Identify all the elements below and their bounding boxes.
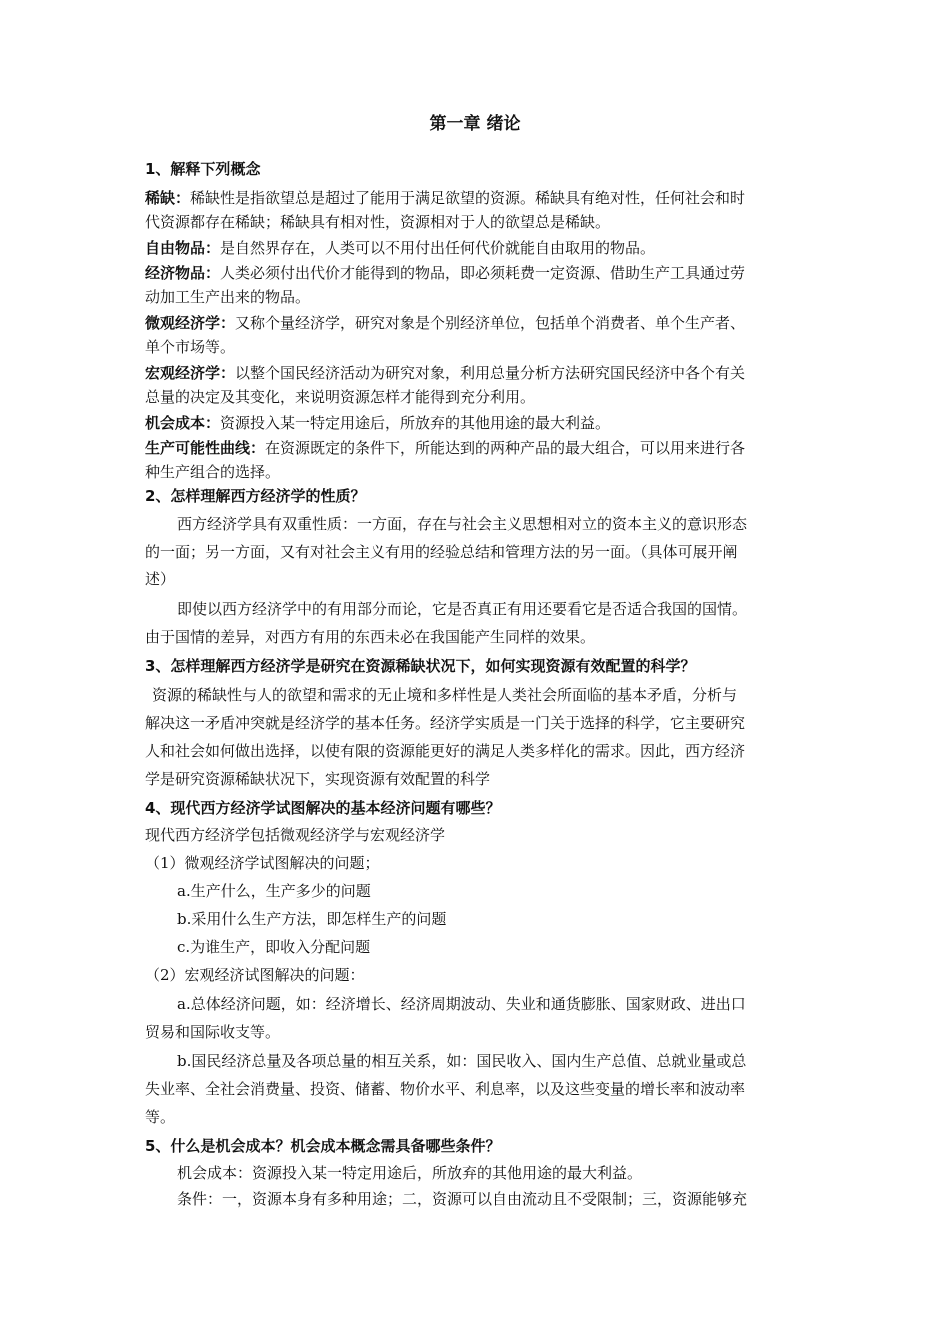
definition-term: 生产可能性曲线：: [145, 439, 266, 457]
list-item: a.生产什么，生产多少的问题: [177, 882, 371, 900]
paragraph-line: （1）微观经济学试图解决的问题；: [145, 854, 380, 872]
definition-opportunity-cost: [145, 412, 825, 434]
definition-scarcity: [145, 187, 825, 209]
section-heading-3: 3、怎样理解西方经济学是研究在资源稀缺状况下，如何实现资源有效配置的科学？: [145, 657, 696, 675]
paragraph-line: （2）宏观经济试图解决的问题：: [145, 966, 365, 984]
definition-text-cont: 单个市场等。: [145, 338, 236, 356]
definition-text-cont: 种生产组合的选择。: [145, 463, 281, 481]
paragraph-line: 现代西方经济学包括微观经济学与宏观经济学: [145, 826, 446, 844]
section-heading-2: 2、怎样理解西方经济学的性质？: [145, 487, 366, 505]
definition-term: 机会成本：: [145, 414, 221, 432]
definition-text: 又称个量经济学，研究对象是个别经济单位，包括单个消费者、单个生产者、: [235, 314, 746, 332]
paragraph-line: 资源的稀缺性与人的欲望和需求的无止境和多样性是人类社会所面临的基本矛盾，分析与: [152, 686, 738, 704]
definition-term: 自由物品：: [145, 239, 221, 257]
paragraph-line: 失业率、全社会消费量、投资、储蓄、物价水平、利息率，以及这些变量的增长率和波动率: [145, 1080, 746, 1098]
paragraph-line: 人和社会如何做出选择，以使有限的资源能更好的满足人类多样化的需求。因此，西方经济: [145, 742, 746, 760]
definition-term: 经济物品：: [145, 264, 221, 282]
list-item: c.为谁生产，即收入分配问题: [177, 938, 371, 956]
paragraph-line: 等。: [145, 1108, 176, 1126]
list-item: b.国民经济总量及各项总量的相互关系，如：国民收入、国内生产总值、总就业量或总: [177, 1052, 747, 1070]
chapter-title: 第一章 绪论: [429, 114, 521, 134]
definition-term: 宏观经济学：: [145, 364, 236, 382]
definition-text: 以整个国民经济活动为研究对象，利用总量分析方法研究国民经济中各个有关: [235, 364, 746, 382]
paragraph-line: 即使以西方经济学中的有用部分而论，它是否真正有用还要看它是否适合我国的国情。: [177, 600, 748, 618]
list-item: a.总体经济问题，如：经济增长、经济周期波动、失业和通货膨胀、国家财政、进出口: [177, 995, 746, 1013]
definition-economic-goods: [145, 262, 825, 284]
paragraph-line: 西方经济学具有双重性质：一方面，存在与社会主义思想相对立的资本主义的意识形态: [177, 515, 748, 533]
definition-macroeconomics: [145, 362, 825, 384]
paragraph-line: 的一面；另一方面，又有对社会主义有用的经验总结和管理方法的另一面。（具体可展开阐: [145, 543, 738, 561]
paragraph-line: 机会成本：资源投入某一特定用途后，所放弃的其他用途的最大利益。: [177, 1164, 643, 1182]
definition-free-goods: [145, 237, 825, 259]
definition-microeconomics: [145, 312, 825, 334]
definition-text-cont: 代资源都存在稀缺；稀缺具有相对性，资源相对于人的欲望总是稀缺。: [145, 213, 611, 231]
definition-term: 稀缺：: [145, 189, 191, 207]
definition-ppf: [145, 437, 825, 459]
paragraph-line: 贸易和国际收支等。: [145, 1023, 281, 1041]
section-heading-1: 1、解释下列概念: [145, 160, 261, 178]
definition-text: 人类必须付出代价才能得到的物品，即必须耗费一定资源、借助生产工具通过劳: [220, 264, 746, 282]
paragraph-line: 解决这一矛盾冲突就是经济学的基本任务。经济学实质是一门关于选择的科学，它主要研究: [145, 714, 746, 732]
definition-text-cont: 总量的决定及其变化，来说明资源怎样才能得到充分利用。: [145, 388, 536, 406]
definition-term: 微观经济学：: [145, 314, 236, 332]
list-item: b.采用什么生产方法，即怎样生产的问题: [177, 910, 447, 928]
paragraph-line: 学是研究资源稀缺状况下，实现资源有效配置的科学: [145, 770, 491, 788]
definition-text-cont: 动加工生产出来的物品。: [145, 288, 311, 306]
definition-text: 在资源既定的条件下，所能达到的两种产品的最大组合，可以用来进行各: [265, 439, 746, 457]
definition-text: 资源投入某一特定用途后，所放弃的其他用途的最大利益。: [220, 414, 611, 432]
paragraph-line: 由于国情的差异，对西方有用的东西未必在我国能产生同样的效果。: [145, 628, 596, 646]
paragraph-line: 条件：一，资源本身有多种用途；二，资源可以自由流动且不受限制；三，资源能够充: [177, 1190, 748, 1208]
definition-text: 稀缺性是指欲望总是超过了能用于满足欲望的资源。稀缺具有绝对性，任何社会和时: [190, 189, 746, 207]
section-heading-5: 5、什么是机会成本？机会成本概念需具备哪些条件？: [145, 1137, 501, 1155]
paragraph-line: 述）: [145, 570, 176, 588]
section-heading-4: 4、现代西方经济学试图解决的基本经济问题有哪些？: [145, 799, 501, 817]
definition-text: 是自然界存在，人类可以不用付出任何代价就能自由取用的物品。: [220, 239, 656, 257]
